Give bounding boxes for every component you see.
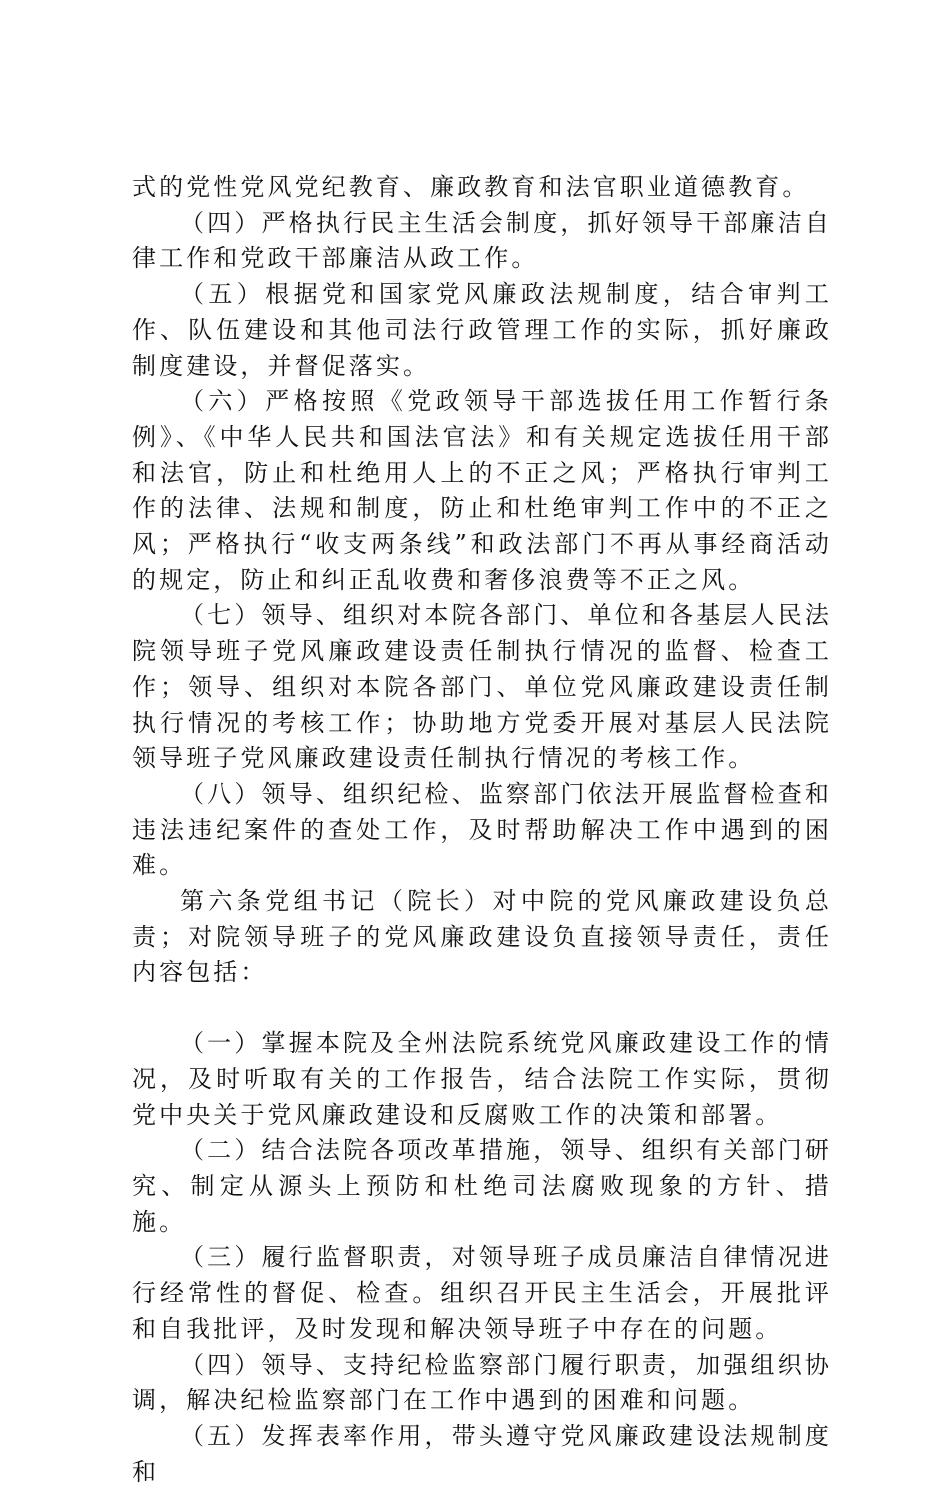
paragraph-article-6: 第六条党组书记（院长）对中院的党风廉政建设负总责；对院领导班子的党风廉政建设负直接领导责任，责任内容包括：	[132, 887, 832, 987]
paragraph-item-6-selection-rules: （六）严格按照《党政领导干部选拔任用工作暂行条例》、《中华人民共和国法官法》和有关规定选拔任用干部和法官，防止和杜绝用人上的不正之风；严格执行审判工作的法律、法规和制度，防止和杜绝审判工作中的不正之风；严格执行“收支两条线”和政法部门不再从事经商活动的规定，防止和纠正乱收费和奢侈浪费等不正之风。	[132, 387, 832, 594]
paragraph-item-5-system-building: （五）根据党和国家党风廉政法规制度，结合审判工作、队伍建设和其他司法行政管理工作的实际，抓好廉政制度建设，并督促落实。	[132, 280, 832, 380]
paragraph-duty-4: （四）领导、支持纪检监察部门履行职责，加强组织协调，解决纪检监察部门在工作中遇到的困难和问题。	[132, 1350, 832, 1415]
paragraph-duty-5: （五）发挥表率作用，带头遵守党风廉政建设法规制度和	[132, 1421, 832, 1486]
paragraph-item-8-discipline-inspection: （八）领导、组织纪检、监察部门依法开展监督检查和违法违纪案件的查处工作，及时帮助解决工作中遇到的困难。	[132, 779, 832, 880]
paragraph-item-4-democratic-life: （四）严格执行民主生活会制度，抓好领导干部廉洁自律工作和党政干部廉洁从政工作。	[132, 208, 832, 273]
paragraph-education-continuation: 式的党性党风党纪教育、廉政教育和法官职业道德教育。	[132, 173, 810, 201]
paragraph-duty-3: （三）履行监督职责，对领导班子成员廉洁自律情况进行经常性的督促、检查。组织召开民主生活会，开展批评和自我批评，及时发现和解决领导班子中存在的问题。	[132, 1243, 832, 1343]
paragraph-duty-2: （二）结合法院各项改革措施，领导、组织有关部门研究、制定从源头上预防和杜绝司法腐败现象的方针、措施。	[132, 1136, 832, 1236]
paragraph-duty-1: （一）掌握本院及全州法院系统党风廉政建设工作的情况，及时听取有关的工作报告，结合法院工作实际，贯彻党中央关于党风廉政建设和反腐败工作的决策和部署。	[132, 1029, 832, 1129]
document-body	[132, 170, 832, 1490]
paragraph-item-7-supervision: （七）领导、组织对本院各部门、单位和各基层人民法院领导班子党风廉政建设责任制执行情况的监督、检查工作；领导、组织对本院各部门、单位党风廉政建设责任制执行情况的考核工作；协助地方党委开展对基层人民法院领导班子党风廉政建设责任制执行情况的考核工作。	[132, 601, 832, 773]
